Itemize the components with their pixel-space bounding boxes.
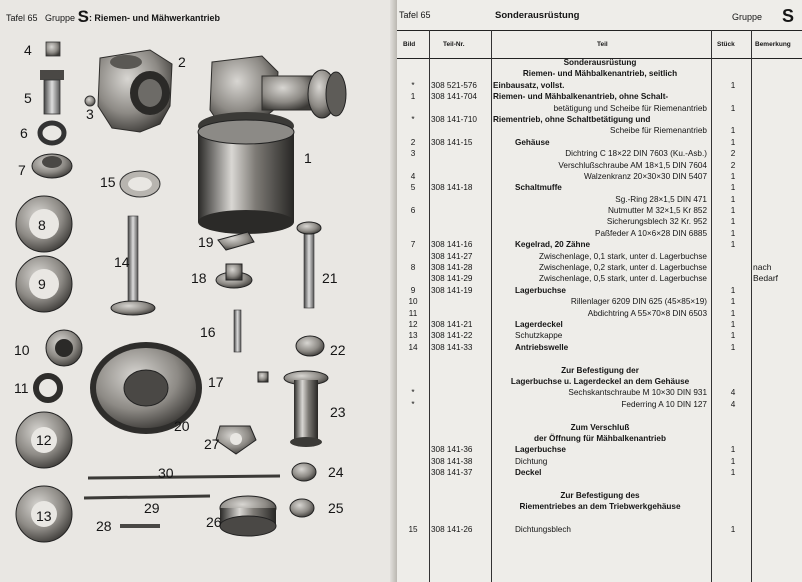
callout-16: 16 — [200, 324, 216, 340]
part-21-shaft — [297, 222, 321, 308]
table-row — [397, 433, 802, 444]
cell-description: Lagerbuchse u. Lagerdeckel an dem Gehäuse — [510, 376, 690, 386]
cell-bild: 5 — [410, 183, 416, 193]
table-row — [397, 308, 802, 319]
cell-bild: * — [411, 114, 415, 124]
cell-bild: 7 — [410, 240, 416, 250]
table-row — [397, 342, 802, 353]
callout-18: 18 — [191, 270, 207, 286]
table-row — [397, 103, 802, 114]
cell-quantity: 1 — [730, 194, 736, 204]
cell-description: Schutzkappe — [515, 331, 563, 341]
part-22-bearing — [296, 336, 324, 356]
cell-bild: 12 — [408, 319, 418, 329]
cell-quantity: 1 — [730, 456, 736, 466]
table-row — [397, 490, 802, 501]
cell-teil-nr: 308 141-19 — [431, 285, 473, 295]
table-row — [397, 182, 802, 193]
cell-remark: nach — [753, 262, 772, 273]
left-tafel: Tafel 65 — [6, 13, 38, 23]
cell-remark: Bedarf — [753, 273, 779, 284]
part-26-v-belt-pulley — [220, 496, 276, 536]
cell-teil-nr: 308 141-27 — [431, 251, 473, 261]
cell-quantity: 4 — [730, 388, 736, 398]
callout-3: 3 — [86, 106, 94, 122]
table-row — [397, 160, 802, 171]
exploded-parts-photo — [0, 28, 392, 580]
part-7-bevel-gear — [32, 154, 72, 178]
callout-5: 5 — [24, 90, 32, 106]
cell-teil-nr: 308 141-16 — [431, 240, 473, 250]
table-row — [397, 194, 802, 205]
table-row — [397, 410, 802, 421]
cell-description: Schaltmuffe — [515, 183, 562, 193]
cell-description: Riemen- und Mähbalkenantrieb, seitlich — [522, 69, 678, 79]
part-10-ball-bearing — [46, 330, 82, 366]
cell-description: Lagerbuchse — [515, 285, 566, 295]
cell-bild: * — [411, 388, 415, 398]
part-29-rod — [84, 496, 210, 498]
callout-8: 8 — [38, 217, 46, 233]
left-gruppe-letter: S — [77, 7, 89, 26]
part-23-bush — [284, 371, 328, 447]
table-row — [397, 501, 802, 512]
table-row — [397, 228, 802, 239]
right-tafel: Tafel 65 — [399, 10, 431, 20]
callout-7: 7 — [18, 162, 26, 178]
callout-24: 24 — [328, 464, 344, 480]
cell-description: Paßfeder A 10×6×28 DIN 6885 — [595, 228, 707, 238]
cell-bild: 13 — [408, 331, 418, 341]
table-row — [397, 422, 802, 433]
table-row — [397, 205, 802, 216]
cell-description: Abdichtring A 55×70×8 DIN 6503 — [587, 308, 707, 318]
cell-quantity: 1 — [730, 126, 736, 136]
cell-teil-nr: 308 141-22 — [431, 331, 473, 341]
cell-quantity: 1 — [730, 342, 736, 352]
cell-bild: * — [411, 399, 415, 409]
callout-11: 11 — [14, 380, 29, 396]
table-row — [397, 171, 802, 182]
cell-quantity: 1 — [730, 285, 736, 295]
cell-description: Sicherungsblech 32 Kr. 952 — [606, 217, 707, 227]
table-row — [397, 376, 802, 387]
cell-quantity: 1 — [730, 331, 736, 341]
table-row — [397, 467, 802, 478]
cell-quantity: 1 — [730, 297, 736, 307]
left-gruppe: Gruppe — [45, 13, 76, 23]
part-3-plug — [85, 96, 95, 106]
table-row — [397, 68, 802, 79]
right-gruppe-letter: S — [782, 6, 795, 26]
cell-quantity: 2 — [730, 160, 736, 170]
table-row — [397, 148, 802, 159]
cell-description: Kegelrad, 20 Zähne — [515, 240, 591, 250]
cell-teil-nr: 308 521-576 — [431, 80, 477, 90]
cell-bild: 10 — [408, 297, 418, 307]
part-5-shift-sleeve — [40, 70, 64, 114]
cell-description: Zwischenlage, 0,1 stark, unter d. Lagerbuchse — [539, 251, 707, 261]
callout-28: 28 — [96, 518, 112, 534]
callout-13: 13 — [36, 508, 52, 524]
cell-quantity: 1 — [730, 525, 736, 535]
cell-teil-nr: 308 141-704 — [431, 92, 477, 102]
cell-description: betätigung und Scheibe für Riemenantrieb — [553, 103, 707, 113]
table-row — [397, 444, 802, 455]
part-18-bracket — [216, 264, 252, 288]
table-row — [397, 285, 802, 296]
cell-quantity: 1 — [730, 308, 736, 318]
table-row — [397, 319, 802, 330]
cell-bild: 15 — [408, 525, 418, 535]
callout-12: 12 — [36, 432, 52, 448]
callout-22: 22 — [330, 342, 346, 358]
cell-quantity: 1 — [730, 468, 736, 478]
part-28-clip — [120, 524, 160, 528]
part-19-lever — [218, 232, 254, 250]
table-row — [397, 353, 802, 364]
table-row — [397, 456, 802, 467]
right-gruppe: Gruppe — [732, 12, 763, 22]
cell-description: Zur Befestigung des — [560, 490, 640, 500]
cell-description: Einbausatz, vollst. — [493, 80, 565, 90]
callout-10: 10 — [14, 342, 30, 358]
table-row — [397, 114, 802, 125]
table-row — [397, 91, 802, 102]
cell-bild: 8 — [410, 263, 416, 273]
callout-14: 14 — [114, 254, 130, 270]
col-teil: Teil — [597, 41, 608, 48]
part-4-roller-cage — [46, 42, 60, 56]
cell-description: Dichtungsblech — [515, 525, 571, 535]
cell-teil-nr: 308 141-29 — [431, 274, 473, 284]
cell-bild: 6 — [410, 206, 416, 216]
cell-description: Riementriebes an dem Triebwerkgehäuse — [519, 502, 681, 512]
col-bild: Bild — [403, 41, 416, 48]
cell-description: Sonderausrüstung — [563, 58, 637, 67]
callout-27: 27 — [204, 436, 220, 452]
cell-quantity: 2 — [730, 149, 736, 159]
part-11-seal-ring — [36, 376, 60, 400]
callout-17: 17 — [208, 374, 224, 390]
callout-20: 20 — [174, 418, 190, 434]
cell-bild: * — [411, 80, 415, 90]
right-page-header — [397, 6, 802, 28]
callout-6: 6 — [20, 125, 28, 141]
cell-description: Antriebswelle — [515, 342, 569, 352]
cell-description: Riementrieb, ohne Schaltbetätigung und — [493, 114, 651, 124]
cell-description: Gehäuse — [515, 137, 550, 147]
table-row — [397, 251, 802, 262]
callout-30: 30 — [158, 465, 174, 481]
part-27-seal — [216, 426, 256, 454]
callout-15: 15 — [100, 174, 116, 190]
cell-teil-nr: 308 141-37 — [431, 468, 473, 478]
cell-quantity: 1 — [730, 228, 736, 238]
table-row — [397, 296, 802, 307]
cell-quantity: 1 — [730, 217, 736, 227]
table-row — [397, 80, 802, 91]
cell-quantity: 1 — [730, 183, 736, 193]
table-row — [397, 524, 802, 535]
cell-description: Sechskantschraube M 10×30 DIN 931 — [568, 388, 707, 398]
callout-19: 19 — [198, 234, 214, 250]
callout-1: 1 — [304, 150, 312, 166]
left-page — [0, 0, 400, 582]
cell-teil-nr: 308 141-21 — [431, 319, 473, 329]
table-row — [397, 239, 802, 250]
callout-4: 4 — [24, 42, 32, 58]
cell-teil-nr: 308 141-33 — [431, 342, 473, 352]
col-bemerkung: Bemerkung — [755, 41, 791, 48]
cell-description: Rillenlager 6209 DIN 625 (45×85×19) — [570, 297, 707, 307]
callout-9: 9 — [38, 276, 46, 292]
cell-description: Riemen- und Mähbalkenantrieb, ohne Schalt- — [493, 92, 669, 102]
cell-description: Nutmutter M 32×1,5 Kr 852 — [608, 206, 707, 216]
cell-quantity: 1 — [730, 137, 736, 147]
callout-21: 21 — [322, 270, 338, 286]
cell-description: Zwischenlage, 0,5 stark, unter d. Lagerbuchse — [539, 274, 707, 284]
cell-quantity: 1 — [730, 171, 736, 181]
table-row — [397, 262, 802, 273]
col-stueck: Stück — [717, 41, 735, 48]
table-row — [397, 57, 802, 68]
cell-teil-nr: 308 141-28 — [431, 263, 473, 273]
part-6-nut — [40, 123, 64, 143]
cell-description: Scheibe für Riemenantrieb — [610, 126, 707, 136]
cell-teil-nr: 308 141-36 — [431, 445, 473, 455]
cell-bild: 1 — [410, 92, 416, 102]
cell-quantity: 1 — [730, 319, 736, 329]
cell-description: Sg.-Ring 28×1,5 DIN 471 — [615, 194, 707, 204]
part-2-housing — [98, 50, 172, 132]
table-row — [397, 137, 802, 148]
cell-bild: 3 — [410, 149, 416, 159]
callout-26: 26 — [206, 514, 222, 530]
table-row — [397, 365, 802, 376]
cell-description: Lagerdeckel — [515, 319, 563, 329]
cell-quantity: 1 — [730, 240, 736, 250]
table-row — [397, 125, 802, 136]
cell-description: Dichtring C 18×22 DIN 7603 (Ku.-Asb.) — [565, 149, 707, 159]
callout-2: 2 — [178, 54, 186, 70]
cell-description: Walzenkranz 20×30×30 DIN 5407 — [583, 171, 707, 181]
cell-quantity: 1 — [730, 445, 736, 455]
right-page-title: Sonderausrüstung — [495, 10, 580, 21]
cell-teil-nr: 308 141-18 — [431, 183, 473, 193]
cell-description: Deckel — [515, 468, 542, 478]
part-1-drive-assembly — [198, 56, 346, 234]
cell-quantity: 1 — [730, 80, 736, 90]
cell-teil-nr: 308 141-26 — [431, 525, 473, 535]
cell-teil-nr: 308 141-15 — [431, 137, 473, 147]
cell-bild: 2 — [410, 137, 416, 147]
cell-description: Zur Befestigung der — [561, 365, 639, 375]
table-row — [397, 216, 802, 227]
callout-23: 23 — [330, 404, 346, 420]
part-25-ring — [290, 499, 314, 517]
table-row — [397, 330, 802, 341]
table-row — [397, 399, 802, 410]
left-page-title: : Riemen- und Mähwerkantrieb — [88, 13, 220, 23]
cell-description: Verschlußschraube AM 18×1,5 DIN 7604 — [558, 160, 707, 170]
cell-description: Zwischenlage, 0,2 stark, unter d. Lagerbuchse — [539, 263, 707, 273]
cell-teil-nr: 308 141-38 — [431, 456, 473, 466]
table-row — [397, 478, 802, 489]
cell-quantity: 4 — [730, 399, 736, 409]
table-row — [397, 387, 802, 398]
table-row — [397, 273, 802, 284]
part-16-shift-lever — [234, 310, 241, 352]
cell-description: Federring A 10 DIN 127 — [621, 399, 707, 409]
part-30-rod — [88, 476, 280, 478]
cell-quantity: 1 — [730, 103, 736, 113]
part-17-washer — [258, 372, 268, 382]
table-row — [397, 513, 802, 524]
cell-quantity: 1 — [730, 206, 736, 216]
callout-29: 29 — [144, 500, 160, 516]
table-header — [397, 30, 802, 59]
col-teil-nr: Teil-Nr. — [443, 41, 465, 48]
cell-description: Lagerbuchse — [515, 445, 566, 455]
cell-bild: 9 — [410, 285, 416, 295]
cell-bild: 14 — [408, 342, 418, 352]
right-page — [397, 0, 802, 582]
table-body — [397, 57, 802, 535]
cell-description: Dichtung — [515, 456, 548, 466]
cell-bild: 11 — [408, 308, 418, 318]
left-page-header — [6, 7, 220, 27]
part-24-ring — [292, 463, 316, 481]
cell-bild: 4 — [410, 171, 416, 181]
part-15-gasket — [120, 171, 160, 197]
cell-teil-nr: 308 141-710 — [431, 114, 477, 124]
cell-description: Zum Verschluß — [570, 422, 630, 432]
cell-description: der Öffnung für Mähbalkenantrieb — [534, 433, 666, 443]
callout-25: 25 — [328, 500, 344, 516]
